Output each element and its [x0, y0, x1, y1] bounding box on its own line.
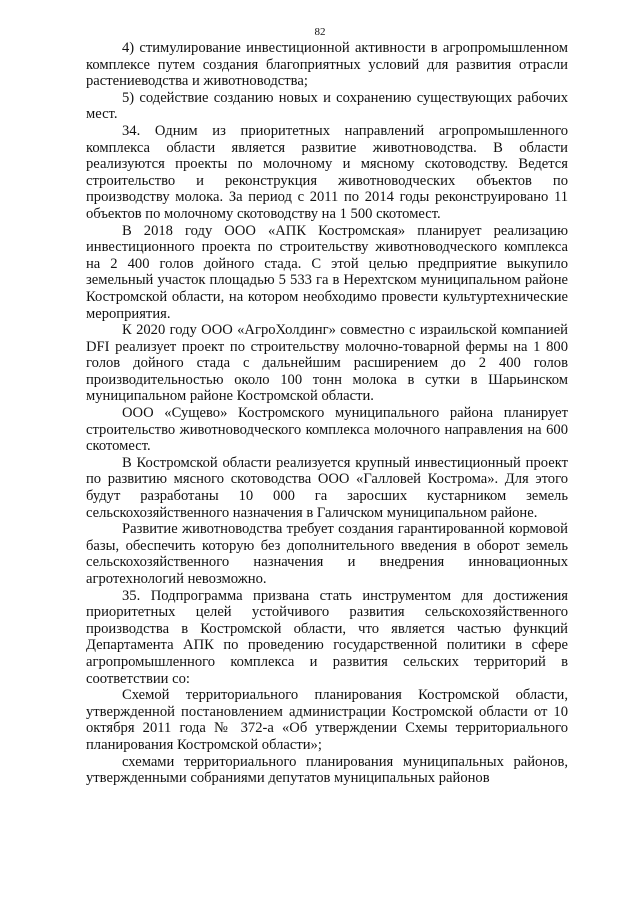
paragraph-35: 35. Подпрограмма призвана стать инструментом для достижения приоритетных целей устойчивого развития сельскохозяйственного производства в Костромской области, что является частью функций Департамента АПК по проведению государственной политики в сфере агропромышленного комплекса и развития сельских территорий в соответствии со: [86, 587, 568, 687]
paragraph-34: 34. Одним из приоритетных направлений агропромышленного комплекса области является развитие животноводства. В области реализуются проекты по молочному и мясному скотоводству. Ведется строительство и реконструкция животноводческих объектов по производству молока. За период с 2011 по 2014 годы реконструировано 11 объектов по молочному скотоводству на 1 500 скотомест. [86, 122, 568, 222]
paragraph-apk-kostromskaya: В 2018 году ООО «АПК Костромская» планирует реализацию инвестиционного проекта по строительству животноводческого комплекса на 2 400 голов дойного стада. С этой целью предприятие выкупило земельный участок площадью 5 533 га в Нерехтском муниципальном районе Костромской области, на котором необходимо провести культуртехнические мероприятия. [86, 222, 568, 322]
paragraph-item-5: 5) содействие созданию новых и сохранению существующих рабочих мест. [86, 89, 568, 123]
paragraph-galloway: В Костромской области реализуется крупный инвестиционный проект по развитию мясного скотоводства ООО «Галловей Кострома». Для этого будут разработаны 10 000 га заросших кустарником земель сельскохозяйственного назначения в Галичском муниципальном районе. [86, 454, 568, 521]
paragraph-feed-base: Развитие животноводства требует создания гарантированной кормовой базы, обеспечить которую без дополнительного введения в оборот земель сельскохозяйственного назначения и внедрения инновационных агротехнологий невозможно. [86, 521, 568, 587]
paragraph-municipal-schemes: схемами территориального планирования муниципальных районов, утвержденными собраниями депутатов муниципальных районов [86, 753, 568, 787]
page-number: 82 [314, 26, 326, 38]
paragraph-regional-scheme: Схемой территориального планирования Костромской области, утвержденной постановлением администрации Костромской области от 10 октября 2011 года № 372-а «Об утверждении Схемы территориального планирования Костромской области»; [86, 687, 568, 753]
paragraph-item-4: 4) стимулирование инвестиционной активности в агропромышленном комплексе путем создания благоприятных условий для развития отрасли растениеводства и животноводства; [86, 40, 568, 90]
paragraph-agroholding: К 2020 году ООО «АгроХолдинг» совместно с израильской компанией DFI реализует проект по строительству молочно-товарной фермы на 1 800 голов дойного стада с дальнейшим расширением до 2 400 голов производительностью около 100 тонн молока в сутки в Шарьинском муниципальном районе Костромской области. [86, 322, 568, 405]
paragraph-sushchevo: ООО «Сущево» Костромского муниципального района планирует строительство животноводческого комплекса молочного направления на 600 скотомест. [86, 405, 568, 455]
page-body [86, 40, 568, 787]
